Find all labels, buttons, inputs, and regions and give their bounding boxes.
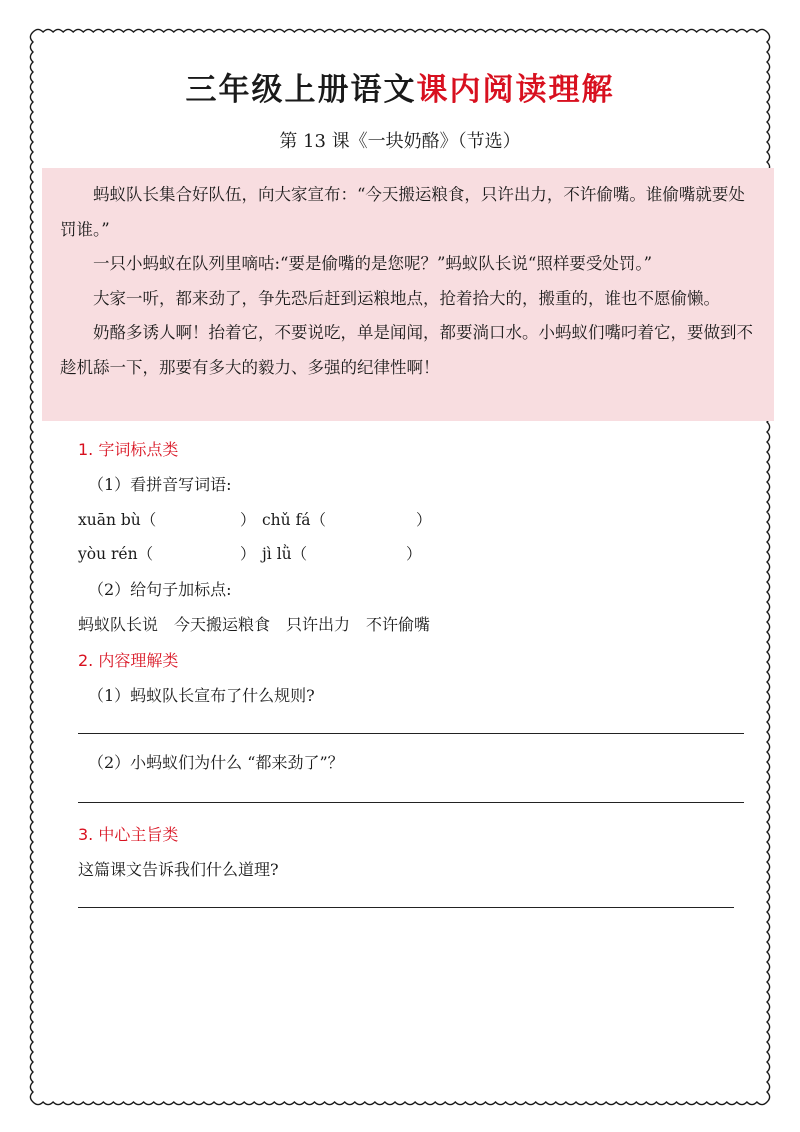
pinyin-jilv-close: ） [406,545,422,563]
section-heading-comprehension: 2. 内容理解类 [78,651,179,670]
answer-line [78,907,734,908]
pinyin-chufa: chǔ fá（ [262,511,327,529]
answer-line [78,802,744,803]
question-why-excited: （2）小蚂蚁们为什么 “都来劲了”？ [88,753,344,772]
pinyin-youren: yòu rén（ [78,545,154,563]
pinyin-chufa-close: ） [416,511,432,529]
reading-passage [42,168,774,421]
passage-paragraph: 大家一听，都来劲了，争先恐后赶到运粮地点，抢着拾大的，搬重的，谁也不愿偷懒。 [93,288,720,308]
question-lesson: 这篇课文告诉我们什么道理? [78,860,279,879]
pinyin-jilv: jì lǜ（ [262,545,308,563]
title-highlight: 课内阅读理解 [416,72,615,108]
question-rule: （1）蚂蚁队长宣布了什么规则? [88,686,315,705]
answer-line [78,733,744,734]
passage-paragraph: 蚂蚁队长集合好队伍，向大家宣布：“今天搬运粮食，只许出力，不许偷嘴。谁偷嘴就要处罚谁。” [60,185,745,239]
question-punctuation: （2）给句子加标点: [88,580,232,599]
pinyin-xuanbu-close: ） [240,511,256,529]
punctuation-sentence: 蚂蚁队长说 今天搬运粮食 只许出力 不许偷嘴 [78,615,431,634]
lesson-subtitle: 第 13 课《一块奶酪》（节选） [279,131,521,152]
title-main: 三年级上册语文 [185,72,417,108]
passage-paragraph: 一只小蚂蚁在队列里嘀咕:“要是偷嘴的是您呢？”蚂蚁队长说“照样要受处罚。” [93,254,653,273]
section-heading-theme: 3. 中心主旨类 [78,825,179,844]
pinyin-youren-close: ） [240,545,256,563]
passage-paragraph: 奶酪多诱人啊！抬着它，不要说吃，单是闻闻，都要淌口水。小蚂蚁们嘴叼着它，要做到不趁机舔一下，那要有多大的毅力、多强的纪律性啊！ [60,323,753,377]
section-heading-vocabulary: 1. 字词标点类 [78,440,179,459]
pinyin-xuanbu: xuān bù（ [78,511,157,529]
question-pinyin: （1）看拼音写词语: [88,475,232,494]
page-title [0,64,800,109]
